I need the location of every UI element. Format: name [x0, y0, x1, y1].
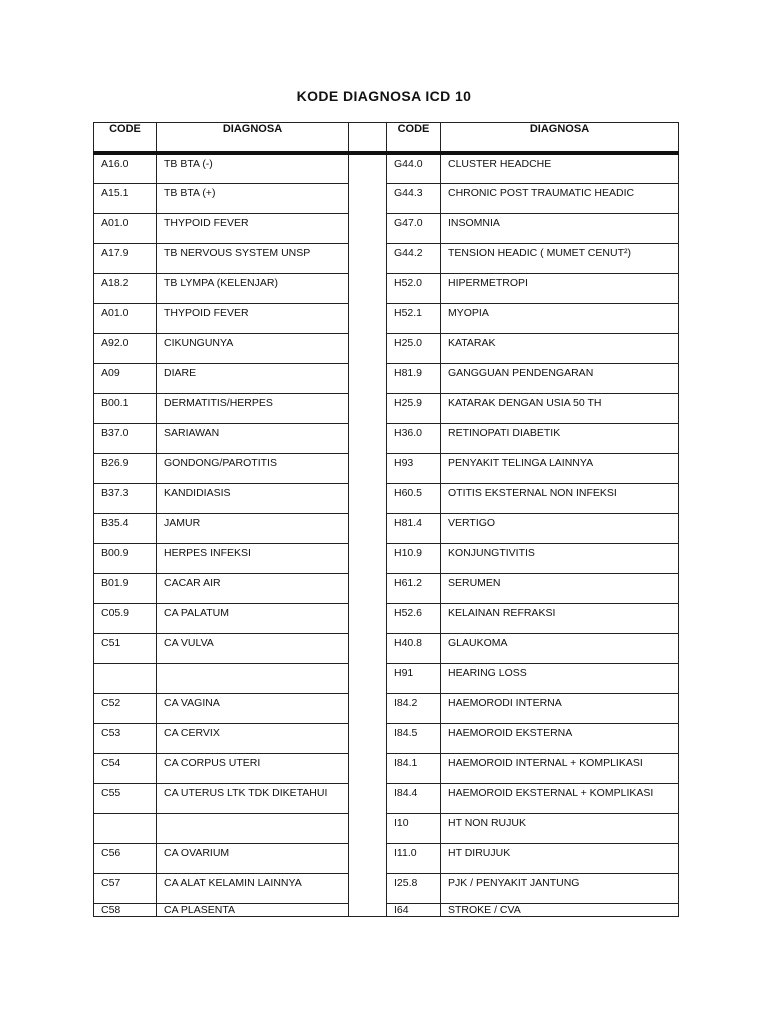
code-right-cell: I64 [387, 903, 441, 916]
diagnosa-left-cell: HERPES INFEKSI [157, 543, 349, 573]
gap-cell [349, 363, 387, 393]
code-left-cell: B35.4 [94, 513, 157, 543]
header-diagnosa-left: DIAGNOSA [157, 123, 349, 154]
code-right-cell: H60.5 [387, 483, 441, 513]
code-right-cell: G44.3 [387, 183, 441, 213]
diagnosa-right-cell: PENYAKIT TELINGA LAINNYA [441, 453, 679, 483]
table-row [94, 213, 679, 243]
gap-cell [349, 723, 387, 753]
diagnosa-left-cell [157, 663, 349, 693]
gap-cell [349, 813, 387, 843]
table-row [94, 573, 679, 603]
diagnosa-right-cell: RETINOPATI DIABETIK [441, 423, 679, 453]
diagnosa-left-cell: CA PALATUM [157, 603, 349, 633]
diagnosa-left-cell: TB BTA (+) [157, 183, 349, 213]
table-body [94, 153, 679, 916]
table-row [94, 663, 679, 693]
code-left-cell: C51 [94, 633, 157, 663]
diagnosa-right-cell: PJK / PENYAKIT JANTUNG [441, 873, 679, 903]
code-left-cell: C57 [94, 873, 157, 903]
gap-cell [349, 453, 387, 483]
table-row [94, 783, 679, 813]
diagnosa-left-cell: THYPOID FEVER [157, 213, 349, 243]
code-right-cell: I84.1 [387, 753, 441, 783]
code-left-cell: A01.0 [94, 213, 157, 243]
gap-cell [349, 663, 387, 693]
diagnosa-right-cell: HT DIRUJUK [441, 843, 679, 873]
diagnosa-left-cell: CA PLASENTA [157, 903, 349, 916]
diagnosa-right-cell: KONJUNGTIVITIS [441, 543, 679, 573]
code-left-cell: A17.9 [94, 243, 157, 273]
code-right-cell: H81.4 [387, 513, 441, 543]
diagnosa-right-cell: HAEMORODI INTERNA [441, 693, 679, 723]
code-right-cell: H25.0 [387, 333, 441, 363]
diagnosa-left-cell: THYPOID FEVER [157, 303, 349, 333]
header-gap [349, 123, 387, 154]
code-left-cell: A18.2 [94, 273, 157, 303]
code-right-cell: G47.0 [387, 213, 441, 243]
table-row [94, 633, 679, 663]
table-row [94, 243, 679, 273]
gap-cell [349, 213, 387, 243]
diagnosa-left-cell: KANDIDIASIS [157, 483, 349, 513]
gap-cell [349, 903, 387, 916]
diagnosa-left-cell: DERMATITIS/HERPES [157, 393, 349, 423]
table-row [94, 303, 679, 333]
gap-cell [349, 273, 387, 303]
table-row [94, 153, 679, 183]
diagnosa-right-cell: HAEMOROID INTERNAL + KOMPLIKASI [441, 753, 679, 783]
diagnosa-left-cell: TB NERVOUS SYSTEM UNSP [157, 243, 349, 273]
diagnosa-left-cell [157, 813, 349, 843]
code-right-cell: H10.9 [387, 543, 441, 573]
table-row [94, 363, 679, 393]
code-right-cell: I25.8 [387, 873, 441, 903]
diagnosa-left-cell: TB LYMPA (KELENJAR) [157, 273, 349, 303]
table-row [94, 693, 679, 723]
code-left-cell: A16.0 [94, 153, 157, 183]
diagnosa-right-cell: MYOPIA [441, 303, 679, 333]
code-left-cell: C52 [94, 693, 157, 723]
code-left-cell: B00.9 [94, 543, 157, 573]
header-code-right: CODE [387, 123, 441, 154]
header-diagnosa-right: DIAGNOSA [441, 123, 679, 154]
icd-code-table [93, 122, 679, 917]
table-row [94, 273, 679, 303]
code-left-cell: B37.0 [94, 423, 157, 453]
table-row [94, 453, 679, 483]
diagnosa-right-cell: HAEMOROID EKSTERNA [441, 723, 679, 753]
code-left-cell: B26.9 [94, 453, 157, 483]
code-right-cell: H25.9 [387, 393, 441, 423]
gap-cell [349, 153, 387, 183]
code-right-cell: H61.2 [387, 573, 441, 603]
gap-cell [349, 873, 387, 903]
code-right-cell: H40.8 [387, 633, 441, 663]
code-right-cell: H36.0 [387, 423, 441, 453]
gap-cell [349, 483, 387, 513]
diagnosa-left-cell: CA VULVA [157, 633, 349, 663]
table-row [94, 483, 679, 513]
gap-cell [349, 603, 387, 633]
table-row [94, 723, 679, 753]
code-right-cell: I84.2 [387, 693, 441, 723]
code-left-cell: A92.0 [94, 333, 157, 363]
diagnosa-left-cell: CIKUNGUNYA [157, 333, 349, 363]
code-left-cell: B37.3 [94, 483, 157, 513]
gap-cell [349, 393, 387, 423]
diagnosa-right-cell: KATARAK DENGAN USIA 50 TH [441, 393, 679, 423]
code-left-cell: C58 [94, 903, 157, 916]
diagnosa-right-cell: VERTIGO [441, 513, 679, 543]
diagnosa-right-cell: INSOMNIA [441, 213, 679, 243]
code-left-cell: C53 [94, 723, 157, 753]
diagnosa-left-cell: CA VAGINA [157, 693, 349, 723]
code-left-cell [94, 813, 157, 843]
table-row [94, 183, 679, 213]
page-title: KODE DIAGNOSA ICD 10 [296, 88, 472, 104]
diagnosa-left-cell: GONDONG/PAROTITIS [157, 453, 349, 483]
code-right-cell: I10 [387, 813, 441, 843]
code-left-cell: A01.0 [94, 303, 157, 333]
code-left-cell: A15.1 [94, 183, 157, 213]
diagnosa-left-cell: CA UTERUS LTK TDK DIKETAHUI [157, 783, 349, 813]
table-row [94, 333, 679, 363]
table-row [94, 513, 679, 543]
diagnosa-left-cell: CA CERVIX [157, 723, 349, 753]
diagnosa-right-cell: KELAINAN REFRAKSI [441, 603, 679, 633]
code-left-cell: C54 [94, 753, 157, 783]
diagnosa-left-cell: CACAR AIR [157, 573, 349, 603]
code-left-cell [94, 663, 157, 693]
code-right-cell: I11.0 [387, 843, 441, 873]
gap-cell [349, 423, 387, 453]
gap-cell [349, 333, 387, 363]
diagnosa-right-cell: CHRONIC POST TRAUMATIC HEADIC [441, 183, 679, 213]
table-row [94, 543, 679, 573]
code-right-cell: H52.1 [387, 303, 441, 333]
diagnosa-left-cell: JAMUR [157, 513, 349, 543]
code-right-cell: I84.5 [387, 723, 441, 753]
table-row [94, 843, 679, 873]
diagnosa-left-cell: DIARE [157, 363, 349, 393]
table-row [94, 603, 679, 633]
code-right-cell: H81.9 [387, 363, 441, 393]
diagnosa-left-cell: CA ALAT KELAMIN LAINNYA [157, 873, 349, 903]
code-left-cell: C05.9 [94, 603, 157, 633]
diagnosa-left-cell: CA OVARIUM [157, 843, 349, 873]
code-left-cell: A09 [94, 363, 157, 393]
table-header-row [94, 123, 679, 154]
code-right-cell: G44.0 [387, 153, 441, 183]
gap-cell [349, 243, 387, 273]
header-code-left: CODE [94, 123, 157, 154]
diagnosa-right-cell: HAEMOROID EKSTERNAL + KOMPLIKASI [441, 783, 679, 813]
code-left-cell: B01.9 [94, 573, 157, 603]
diagnosa-right-cell: CLUSTER HEADCHE [441, 153, 679, 183]
table-row [94, 753, 679, 783]
table-row [94, 813, 679, 843]
table-row [94, 393, 679, 423]
code-left-cell: C56 [94, 843, 157, 873]
diagnosa-right-cell: SERUMEN [441, 573, 679, 603]
diagnosa-right-cell: STROKE / CVA [441, 903, 679, 916]
table-row [94, 903, 679, 916]
diagnosa-left-cell: CA CORPUS UTERI [157, 753, 349, 783]
code-right-cell: G44.2 [387, 243, 441, 273]
diagnosa-left-cell: SARIAWAN [157, 423, 349, 453]
diagnosa-right-cell: TENSION HEADIC ( MUMET CENUT²) [441, 243, 679, 273]
diagnosa-right-cell: KATARAK [441, 333, 679, 363]
code-right-cell: H93 [387, 453, 441, 483]
gap-cell [349, 693, 387, 723]
code-right-cell: H52.6 [387, 603, 441, 633]
diagnosa-right-cell: OTITIS EKSTERNAL NON INFEKSI [441, 483, 679, 513]
gap-cell [349, 183, 387, 213]
code-left-cell: C55 [94, 783, 157, 813]
code-right-cell: I84.4 [387, 783, 441, 813]
code-right-cell: H52.0 [387, 273, 441, 303]
gap-cell [349, 783, 387, 813]
diagnosa-right-cell: GLAUKOMA [441, 633, 679, 663]
gap-cell [349, 543, 387, 573]
diagnosa-right-cell: HT NON RUJUK [441, 813, 679, 843]
gap-cell [349, 753, 387, 783]
diagnosa-left-cell: TB BTA (-) [157, 153, 349, 183]
diagnosa-right-cell: HEARING LOSS [441, 663, 679, 693]
gap-cell [349, 303, 387, 333]
gap-cell [349, 633, 387, 663]
gap-cell [349, 843, 387, 873]
diagnosa-right-cell: GANGGUAN PENDENGARAN [441, 363, 679, 393]
table-row [94, 423, 679, 453]
table-row [94, 873, 679, 903]
diagnosa-right-cell: HIPERMETROPI [441, 273, 679, 303]
gap-cell [349, 573, 387, 603]
code-left-cell: B00.1 [94, 393, 157, 423]
code-right-cell: H91 [387, 663, 441, 693]
gap-cell [349, 513, 387, 543]
